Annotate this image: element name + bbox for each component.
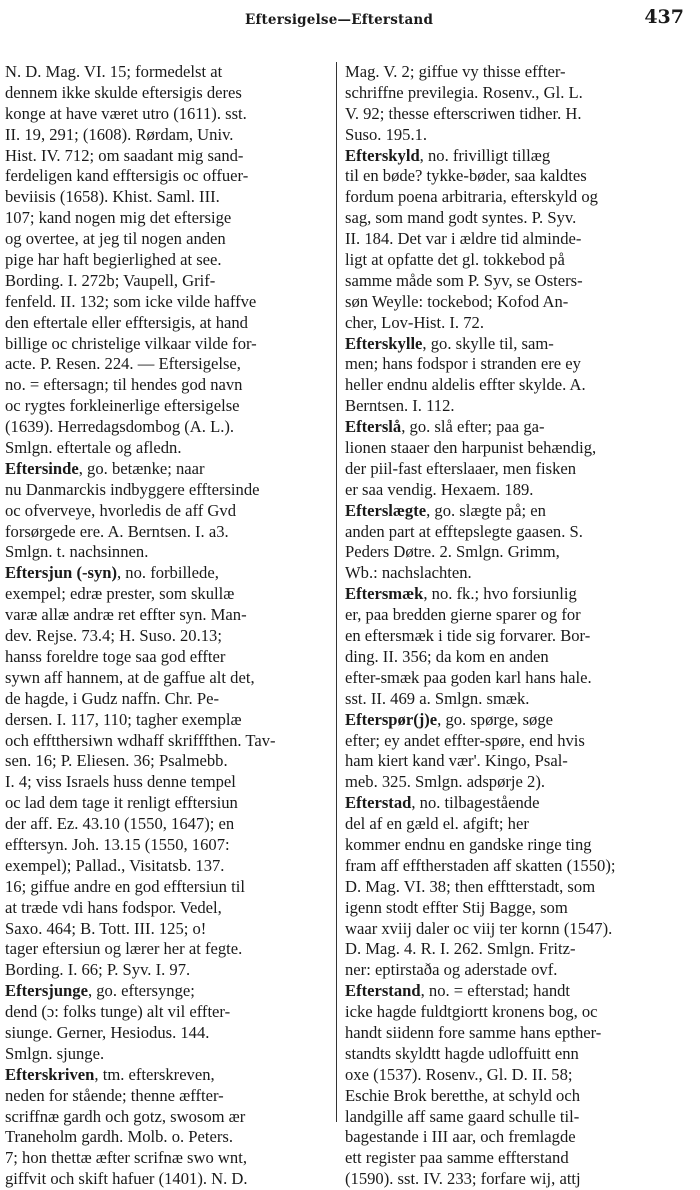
text-line: ligt at opfatte det gl. tokkebod på: [345, 250, 565, 270]
text-line: meb. 325. Smlgn. adspørje 2).: [345, 772, 546, 792]
text-line: dersen. I. 117, 110; tagher exemplæ: [5, 709, 242, 729]
text-line: tager eftersiun og lærer her at fegte.: [5, 939, 243, 959]
text-line: nu Danmarckis indbyggere efftersinde: [5, 479, 260, 499]
text-line: Efterstand, no. = efterstad; handt: [345, 981, 571, 1001]
text-line: Smlgn. eftertale og afledn.: [5, 438, 182, 458]
text-line: konge at have været utro (1611). sst.: [5, 103, 247, 123]
text-line: Efterspør(j)e, go. spørge, søge: [345, 709, 553, 729]
text-line: cher, Lov-Hist. I. 72.: [345, 312, 484, 332]
text-line: D. Mag. VI. 38; then efftterstadt, som: [345, 876, 596, 896]
text-line: D. Mag. 4. R. I. 262. Smlgn. Fritz-: [345, 939, 576, 959]
text-line: men; hans fodspor i stranden ere ey: [345, 354, 581, 374]
text-line: forsørgede ere. A. Berntsen. I. a3.: [5, 521, 229, 541]
text-line: Efterstad, no. tilbagestående: [345, 793, 540, 813]
text-line: der aff. Ez. 43.10 (1550, 1647); en: [5, 814, 235, 834]
text-line: lionen staaer den harpunist behændig,: [345, 438, 597, 458]
text-line: efftersyn. Joh. 13.15 (1550, 1607:: [5, 834, 230, 854]
text-line: Efterskyld, no. frivilligt tillæg: [345, 145, 551, 165]
running-head: Eftersigelse—Efterstand: [245, 12, 434, 28]
text-line: Eschie Brok beretthe, at schyld och: [345, 1085, 581, 1105]
text-line: ferdeligen kand efftersigis oc offuer-: [5, 166, 249, 186]
text-line: kommer endnu en gandske ringe ting: [345, 834, 592, 854]
text-line: Efterslægte, go. slægte på; en: [345, 500, 546, 520]
text-line: V. 92; thesse efterscriwen tidher. H.: [345, 103, 582, 123]
text-line: Wb.: nachslachten.: [345, 563, 472, 583]
text-line: exempel); Pallad., Visitatsb. 137.: [5, 855, 225, 875]
text-line: Smlgn. t. nachsinnen.: [5, 542, 149, 562]
text-line: ding. II. 356; da kom en anden: [345, 646, 549, 666]
text-line: en eftersmæk i tide sig forvarer. Bor-: [345, 626, 591, 646]
text-line: neden for stående; thenne æffter-: [5, 1085, 224, 1105]
text-line: landgille aff same gaard schulle til-: [345, 1106, 580, 1126]
text-line: Saxo. 464; B. Tott. III. 125; o!: [5, 918, 207, 938]
text-line: siunge. Gerner, Hesiodus. 144.: [5, 1022, 210, 1042]
text-line: I. 4; viss Israels huss denne tempel: [5, 772, 236, 792]
text-line: er, paa bredden gierne sparer og for: [345, 605, 581, 625]
text-line: igenn stodt effter Stij Bagge, som: [345, 897, 568, 917]
text-line: varæ allæ andræ ret effter syn. Man-: [5, 605, 247, 625]
text-line: Efterskriven, tm. efterskreven,: [5, 1064, 215, 1084]
text-line: standts skyldtt hagde udloffuitt enn: [345, 1043, 579, 1063]
text-line: fordum poena arbitraria, efterskyld og: [345, 187, 598, 207]
text-line: fenfeld. II. 132; som icke vilde haffve: [5, 291, 257, 311]
text-line: oxe (1537). Rosenv., Gl. D. II. 58;: [345, 1064, 573, 1084]
text-line: den eftertale eller efftersigis, at hand: [5, 312, 248, 332]
text-line: Eftersjunge, go. eftersynge;: [5, 981, 195, 1001]
text-line: hanss foreldre toge saa god effter: [5, 646, 226, 666]
text-line: ham kiert kand vær'. Kingo, Psal-: [345, 751, 568, 771]
text-line: (1590). sst. IV. 233; forfare wij, attj: [345, 1169, 581, 1189]
text-line: Efterslå, go. slå efter; paa ga-: [345, 417, 545, 437]
left-column: [5, 62, 330, 1190]
text-line: no. = eftersagn; til hendes god navn: [5, 375, 243, 395]
text-line: beviisis (1658). Khist. Saml. III.: [5, 187, 220, 207]
text-line: billige oc christelige vilkaar vilde for-: [5, 333, 257, 353]
text-line: de hagde, i Gudz naffn. Chr. Pe-: [5, 688, 219, 708]
text-line: dev. Rejse. 73.4; H. Suso. 20.13;: [5, 626, 222, 646]
text-line: fram aff efftherstaden aff skatten (1550);: [345, 855, 616, 875]
text-line: Bording. I. 66; P. Syv. I. 97.: [5, 960, 191, 980]
text-line: scriffnæ gardh och gotz, swosom ær: [5, 1106, 246, 1126]
text-line: Eftersjun (-syn), no. forbillede,: [5, 563, 219, 583]
text-line: N. D. Mag. VI. 15; formedelst at: [5, 62, 223, 81]
text-line: acte. P. Resen. 224. — Eftersigelse,: [5, 354, 241, 374]
text-line: sywn aff hannem, at de gaffue alt det,: [5, 667, 255, 687]
text-line: efter-smæk paa goden karl hans hale.: [345, 667, 592, 687]
text-line: efter; ey andet effter-spøre, end hvis: [345, 730, 585, 750]
text-line: Eftersmæk, no. fk.; hvo forsiunlig: [345, 584, 577, 604]
text-line: dennem ikke skulde eftersigis deres: [5, 82, 242, 102]
text-line: pige har haft begierlighed at see.: [5, 250, 222, 270]
text-line: oc ofverveye, hvorledis de aff Gvd: [5, 500, 236, 520]
text-line: Peders Døtre. 2. Smlgn. Grimm,: [345, 542, 560, 562]
text-line: Hist. IV. 712; om saadant mig sand-: [5, 145, 244, 165]
text-line: icke hagde fuldtgiortt kronens bog, oc: [345, 1002, 598, 1022]
text-line: sag, som mand godt syntes. P. Syv.: [345, 208, 577, 228]
text-line: 16; giffue andre en god efftersiun til: [5, 876, 245, 896]
text-line: dend (ɔ: folks tunge) alt vil effter-: [5, 1002, 231, 1022]
text-line: schriffne previlegia. Rosenv., Gl. L.: [345, 82, 583, 102]
text-line: søn Weylle: tockebod; Kofod An-: [345, 291, 569, 311]
text-line: bagestande i III aar, och fremlagde: [345, 1127, 576, 1147]
text-line: och efftthersiwn wdhaff skrifffthen. Tav-: [5, 730, 276, 750]
column-divider: [336, 62, 337, 1122]
text-line: handt siidenn fore samme hans epther-: [345, 1022, 602, 1042]
text-line: Berntsen. I. 112.: [345, 396, 455, 416]
text-line: at træde vdi hans fodspor. Vedel,: [5, 897, 222, 917]
text-line: oc rygtes forkleinerlige eftersigelse: [5, 396, 240, 416]
text-line: 107; kand nogen mig det eftersige: [5, 208, 232, 228]
text-line: samme måde som P. Syv, se Osters-: [345, 270, 583, 290]
text-line: sen. 16; P. Eliesen. 36; Psalmebb.: [5, 751, 228, 771]
text-line: waar xviij daler oc viij ter kornn (1547).: [345, 918, 613, 938]
text-line: del af en gæld el. afgift; her: [345, 814, 529, 834]
text-line: exempel; edræ prester, som skullæ: [5, 584, 235, 604]
text-line: oc lad dem tage it renligt efftersiun: [5, 793, 238, 813]
text-line: Efterskylle, go. skylle til, sam-: [345, 333, 554, 353]
text-line: er saa vendig. Hexaem. 189.: [345, 479, 534, 499]
text-line: anden part at efftерslegte gaasen. S.: [345, 521, 583, 541]
text-line: Eftersinde, go. betænke; naar: [5, 458, 205, 478]
text-line: Mag. V. 2; giffue vy thisse effter-: [345, 62, 566, 81]
page-number: 437: [644, 6, 684, 28]
right-column: [345, 62, 693, 1190]
text-line: og overtee, at jeg til nogen anden: [5, 229, 226, 249]
text-line: ner: eptirstaða og aderstade ovf.: [345, 960, 558, 980]
text-line: sst. II. 469 a. Smlgn. smæk.: [345, 688, 530, 708]
text-line: II. 19, 291; (1608). Rørdam, Univ.: [5, 124, 234, 144]
text-line: (1639). Herredagsdombog (A. L.).: [5, 417, 235, 437]
text-line: 7; hon thettæ æfter scrifnæ swo wnt,: [5, 1148, 247, 1168]
text-line: Suso. 195.1.: [345, 124, 428, 144]
text-line: Smlgn. sjunge.: [5, 1043, 105, 1063]
text-line: Traneholm gardh. Molb. o. Peters.: [5, 1127, 233, 1147]
text-line: Bording. I. 272b; Vaupell, Grif-: [5, 270, 216, 290]
text-line: ett register paa samme effterstand: [345, 1148, 569, 1168]
text-line: II. 184. Det var i ældre tid alminde-: [345, 229, 582, 249]
text-line: til en bøde? tykke-bøder, saa kaldtes: [345, 166, 587, 186]
text-line: heller endnu aldelis effter skylde. A.: [345, 375, 586, 395]
text-line: der piil-fast efterslaaer, men fisken: [345, 458, 577, 478]
text-line: giffvit och skift hafuer (1401). N. D.: [5, 1169, 248, 1189]
